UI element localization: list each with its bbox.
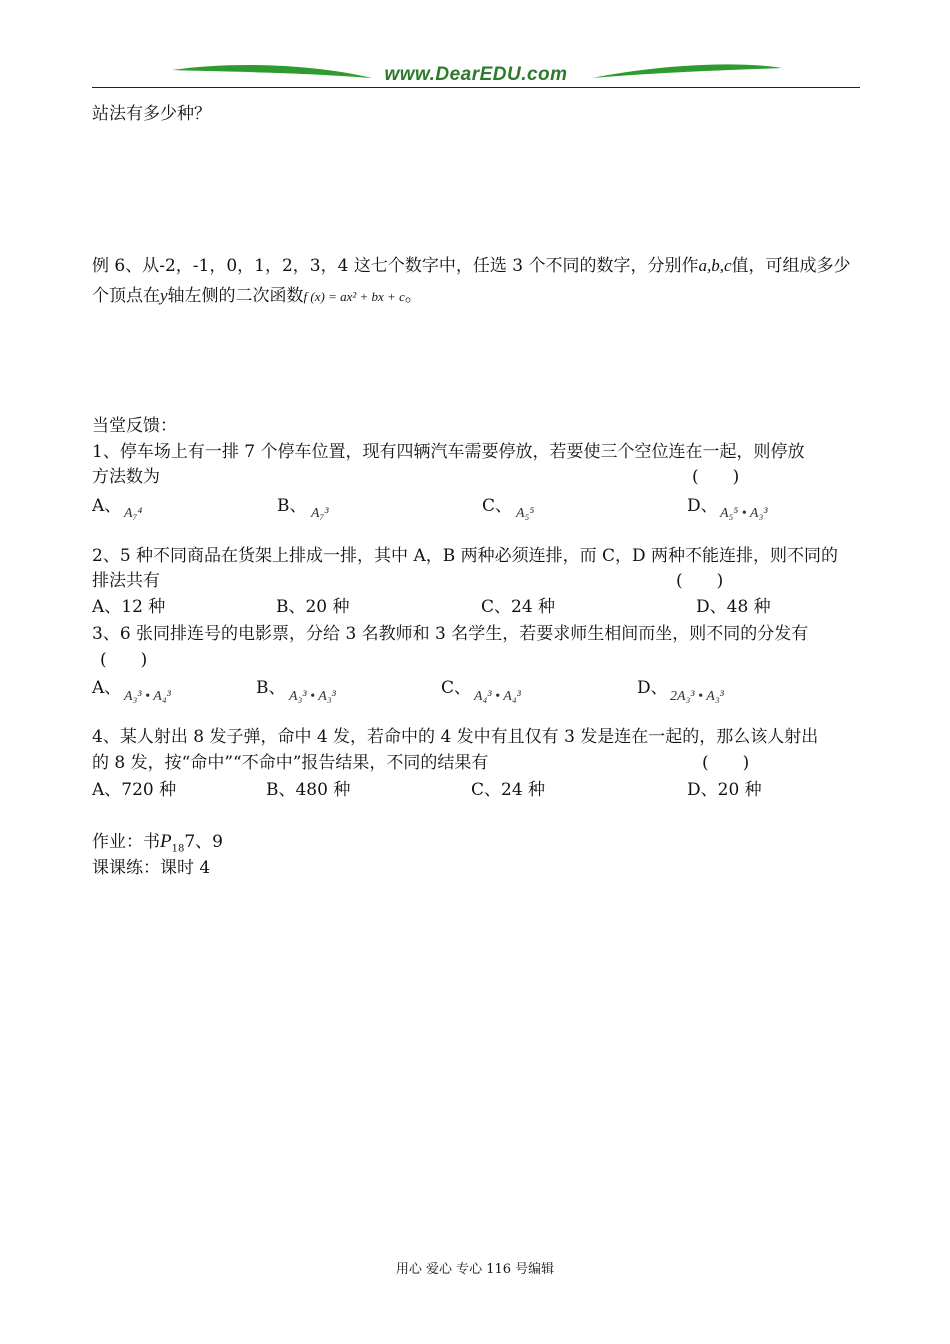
q3-option-a: A、 (92, 678, 122, 698)
q2-option-c: C、24 种 (481, 597, 556, 617)
page-header (92, 58, 860, 92)
q4-option-c: C、24 种 (471, 780, 546, 800)
q3-math-a: A₃³ • A₄³ (124, 689, 171, 704)
q2-line-1: 2、5 种不同商品在货架上排成一排，其中 A，B 两种必须连排，而 C，D 两种不能连排，则不同的 (92, 546, 839, 566)
q1-option-a: A、 (92, 496, 122, 516)
q4-answer-paren: ( ) (702, 753, 750, 773)
practice-line: 课课练：课时 4 (92, 858, 211, 878)
example-6-line-2: 个顶点在y轴左侧的二次函数f (x) = ax² + bx + c。 (92, 286, 422, 306)
q1-line-2: 方法数为 (92, 467, 160, 487)
q1-option-c: C、 (482, 496, 513, 516)
q4-line-2: 的 8 发，按“命中”“不命中”报告结果，不同的结果有 (92, 753, 489, 773)
example-6-line-1: 例 6、从-2，-1，0，1，2，3，4 这七个数字中，任选 3 个不同的数字，分别作a,b,c值，可组成多少 (92, 256, 851, 276)
q3-answer-paren: ( ) (100, 650, 148, 670)
q3-line-1: 3、6 张同排连号的电影票，分给 3 名教师和 3 名学生，若要求师生相间而坐，则不同的分发有 (92, 624, 809, 644)
q3-option-c: C、 (441, 678, 472, 698)
q1-option-d: D、 (687, 496, 718, 516)
q1-math-b: A₇³ (311, 506, 329, 521)
q2-option-d: D、48 种 (696, 597, 771, 617)
q1-answer-paren: ( ) (692, 467, 740, 487)
q1-line-1: 1、停车场上有一排 7 个停车位置，现有四辆汽车需要停放，若要使三个空位连在一起，则停放 (92, 442, 805, 462)
q3-option-b: B、 (256, 678, 286, 698)
q4-line-1: 4、某人射出 8 发子弹，命中 4 发，若命中的 4 发中有且仅有 3 发是连在一起的，那么该人射出 (92, 727, 819, 747)
feedback-title: 当堂反馈： (92, 416, 177, 436)
page-footer: 用心 爱心 专心 116 号编辑 (395, 1262, 555, 1277)
continued-question: 站法有多少种？ (92, 104, 211, 124)
q4-option-b: B、480 种 (266, 780, 351, 800)
q3-option-d: D、 (637, 678, 668, 698)
q2-option-b: B、20 种 (276, 597, 350, 617)
q1-math-d: A₅⁵ • A₃³ (720, 506, 768, 521)
header-rule (92, 87, 860, 88)
homework-line: 作业：书$P_{18}7$、9 (92, 831, 223, 855)
q4-option-a: A、720 种 (92, 780, 177, 800)
q2-answer-paren: ( ) (676, 571, 724, 591)
q3-math-d: 2A₃³ • A₃³ (670, 689, 724, 704)
q2-option-a: A、12 种 (92, 597, 166, 617)
q2-line-2: 排法共有 (92, 571, 160, 591)
q3-math-b: A₃³ • A₃³ (289, 689, 336, 704)
q3-math-c: A₄³ • A₄³ (474, 689, 521, 704)
q1-math-c: A₅⁵ (516, 506, 535, 521)
q1-option-b: B、 (277, 496, 307, 516)
site-logo: www.DearEDU.com (384, 64, 568, 85)
q4-option-d: D、20 种 (687, 780, 762, 800)
q1-math-a: A₇⁴ (124, 506, 143, 521)
